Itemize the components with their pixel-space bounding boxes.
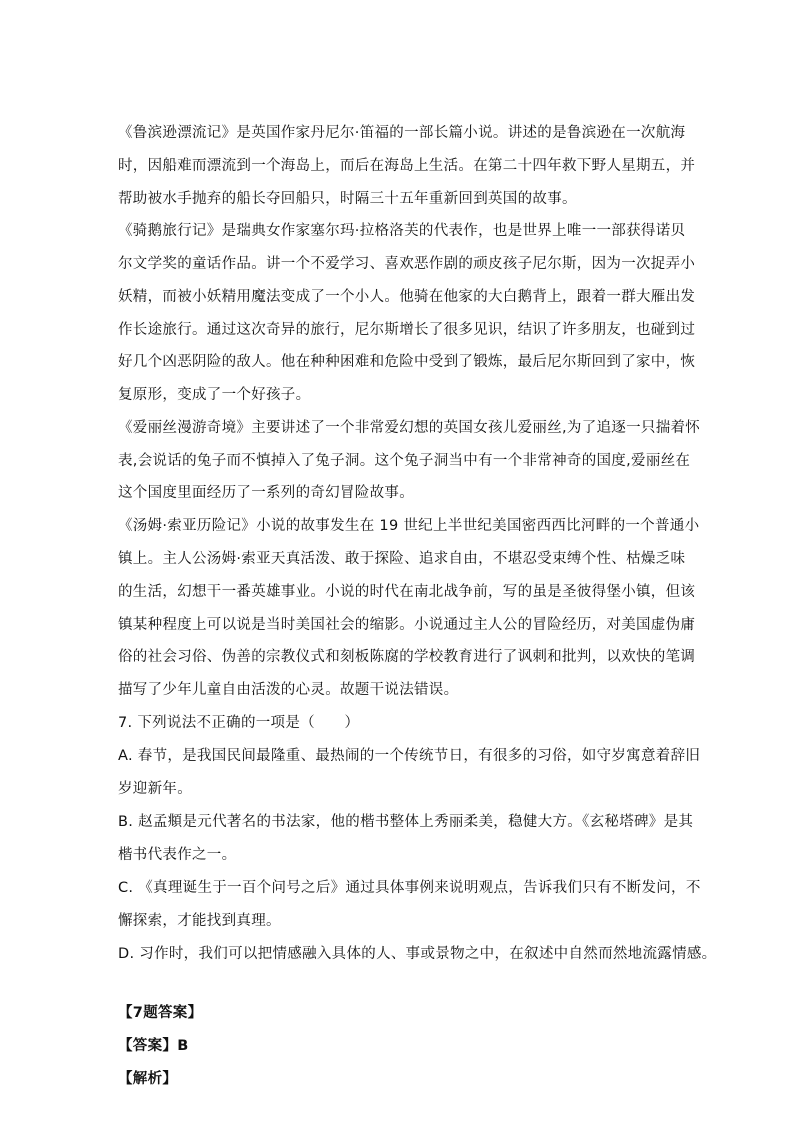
passage-line: 尔文学奖的童话作品。讲一个不爱学习、喜欢恶作剧的顽皮孩子尼尔斯，因为一次捉弄小: [118, 256, 696, 272]
option-c-continued: 懈探索，才能找到真理。: [118, 913, 281, 929]
question-stem: 7. 下列说法不正确的一项是（ ）: [118, 715, 360, 731]
option-a-continued: 岁迎新年。: [118, 781, 192, 797]
passage-line: 作长途旅行。通过这次奇异的旅行，尼尔斯增长了很多见识，结识了许多朋友，也碰到过: [118, 322, 696, 338]
option-d: D. 习作时，我们可以把情感融入具体的人、事或景物之中，在叙述中自然而然地流露情感。: [118, 946, 717, 962]
option-a: A. 春节，是我国民间最隆重、最热闹的一个传统节日，有很多的习俗，如守岁寓意着辞旧: [118, 748, 701, 764]
passage-line: 《汤姆·索亚历险记》小说的故事发生在 19 世纪上半世纪美国密西西比河畔的一个普通小: [118, 518, 700, 534]
passage-line: 表,会说话的兔子而不慎掉入了兔子洞。这个兔子洞当中有一个非常神奇的国度,爱丽丝在: [118, 453, 691, 469]
passage-line: 《鲁滨逊漂流记》是英国作家丹尼尔·笛福的一部长篇小说。讲述的是鲁滨逊在一次航海: [118, 125, 686, 141]
passage-line: 妖精，而被小妖精用魔法变成了一个小人。他骑在他家的大白鹅背上，跟着一群大雁出发: [118, 289, 696, 305]
analysis-label: 【解析】: [118, 1071, 178, 1087]
passage-line: 《骑鹅旅行记》是瑞典女作家塞尔玛·拉格洛芙的代表作，也是世界上唯一一部获得诺贝: [118, 223, 686, 239]
passage-line: 《爱丽丝漫游奇境》主要讲述了一个非常爱幻想的英国女孩儿爱丽丝,为了追逐一只揣着怀: [118, 420, 701, 436]
passage-line: 描写了少年儿童自由活泼的心灵。故题干说法错误。: [118, 682, 459, 698]
option-c: C. 《真理诞生于一百个问号之后》通过具体事例来说明观点，告诉我们只有不断发问，不: [118, 880, 701, 896]
option-b-continued: 楷书代表作之一。: [118, 847, 237, 863]
passage-line: 帮助被水手抛弃的船长夺回船只，时隔三十五年重新回到英国的故事。: [118, 191, 577, 207]
passage-line: 这个国度里面经历了一系列的奇幻冒险故事。: [118, 485, 414, 501]
answer-line: 【答案】B: [118, 1038, 189, 1054]
passage-line: 时，因船难而漂流到一个海岛上，而后在海岛上生活。在第二十四年救下野人星期五，并: [118, 158, 696, 174]
passage-line: 镇某种程度上可以说是当时美国社会的缩影。小说通过主人公的冒险经历，对美国虚伪庸: [118, 617, 696, 633]
passage-line: 好几个凶恶阴险的敌人。他在种种困难和危险中受到了锻炼，最后尼尔斯回到了家中，恢: [118, 354, 696, 370]
passage-line: 的生活，幻想干一番英雄事业。小说的时代在南北战争前，写的虽是圣彼得堡小镇，但该: [118, 584, 696, 600]
answer-title: 【7题答案】: [118, 1005, 203, 1021]
option-b: B. 赵孟頫是元代著名的书法家，他的楷书整体上秀丽柔美，稳健大方。《玄秘塔碑》是其: [118, 814, 694, 830]
passage-line: 复原形，变成了一个好孩子。: [118, 387, 311, 403]
passage-line: 镇上。主人公汤姆·索亚天真活泼、敢于探险、追求自由，不堪忍受束缚个性、枯燥乏味: [118, 551, 686, 567]
passage-line: 俗的社会习俗、伪善的宗教仪式和刻板陈腐的学校教育进行了讽刺和批判，以欢快的笔调: [118, 649, 696, 665]
